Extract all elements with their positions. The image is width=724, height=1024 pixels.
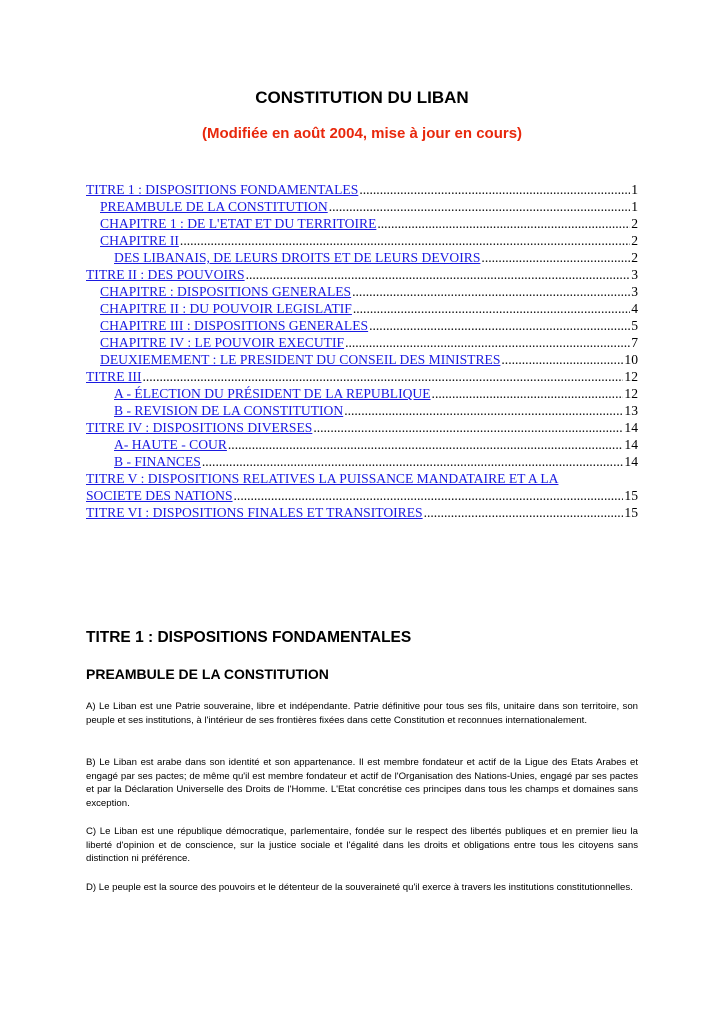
paragraph-a: A) Le Liban est une Patrie souveraine, libre et indépendante. Patrie définitive pour tous ses fils, unitaire dans son territoire, son peuple et ses institutions, à l'intérieur de ses frontières fixées dans cette Constitution et reconnues internationalement. (86, 701, 638, 726)
toc-entry (86, 470, 638, 504)
toc-page-number: 5 (631, 318, 638, 333)
toc-leader (377, 215, 630, 232)
toc-entry (86, 300, 638, 317)
toc-leader (202, 453, 624, 470)
toc-entry (86, 419, 638, 436)
toc-page-number: 14 (624, 454, 638, 469)
toc-link[interactable]: CHAPITRE III : DISPOSITIONS GENERALES (100, 318, 369, 333)
toc-link[interactable]: TITRE 1 : DISPOSITIONS FONDAMENTALES (86, 182, 359, 197)
document-title: CONSTITUTION DU LIBAN (255, 88, 469, 107)
toc-entry (86, 232, 638, 249)
toc-leader (142, 368, 623, 385)
document-subtitle: (Modifiée en août 2004, mise à jour en cours) (201, 125, 523, 142)
toc-link[interactable]: SOCIETE DES NATIONS (86, 488, 233, 503)
toc-page-number: 15 (624, 505, 638, 520)
toc-link[interactable]: CHAPITRE II (100, 233, 179, 248)
toc-leader (228, 436, 624, 453)
toc-page-number: 1 (631, 199, 638, 214)
toc-entry (86, 334, 638, 351)
toc-entry (86, 181, 638, 198)
toc-entry (86, 436, 638, 453)
toc-link[interactable]: B - REVISION DE LA CONSTITUTION (114, 403, 344, 418)
toc-entry (86, 215, 638, 232)
toc-entry (86, 402, 638, 419)
toc-entry (86, 385, 638, 402)
toc-leader (345, 334, 630, 351)
toc-link[interactable]: TITRE II : DES POUVOIRS (86, 267, 245, 282)
toc-link[interactable]: B - FINANCES (114, 454, 201, 469)
toc-page-number: 3 (631, 284, 638, 299)
toc-leader (234, 487, 624, 504)
toc-leader (246, 266, 631, 283)
toc-link[interactable]: DEUXIEMEMENT : LE PRESIDENT DU CONSEIL DES MINISTRES (100, 352, 501, 367)
section-heading: TITRE 1 : DISPOSITIONS FONDAMENTALES (86, 629, 412, 646)
toc-leader (329, 198, 631, 215)
toc-entry (86, 317, 638, 334)
toc-entry (86, 368, 638, 385)
toc-leader (180, 232, 630, 249)
toc-link[interactable]: CHAPITRE : DISPOSITIONS GENERALES (100, 284, 352, 299)
toc-page-number: 14 (624, 437, 638, 452)
toc-leader (352, 283, 630, 300)
paragraph-b: B) Le Liban est arabe dans son identité et son appartenance. Il est membre fondateur et actif de la Ligue des Etats Arabes et engagé par ses pactes; de même qu'il est membre fondateur et actif de l'Organisation des Nations-Unies, engagé par ses pactes et par la Déclaration Universelle des Droits de l'Homme. L'Etat concrétise ces principes dans tous les champs et domaines sans exception. (86, 757, 638, 809)
toc-page-number: 15 (624, 488, 638, 503)
toc-link[interactable]: CHAPITRE 1 : DE L'ETAT ET DU TERRITOIRE (100, 216, 377, 231)
toc-entry (86, 453, 638, 470)
toc-link[interactable]: DES LIBANAIS, DE LEURS DROITS ET DE LEURS DEVOIRS (114, 250, 481, 265)
toc-page-number: 1 (631, 182, 638, 197)
toc-entry (86, 249, 638, 266)
toc-entry (86, 504, 638, 521)
table-of-contents (86, 181, 638, 521)
toc-leader (353, 300, 630, 317)
toc-link[interactable]: TITRE VI : DISPOSITIONS FINALES ET TRANSITOIRES (86, 505, 423, 520)
toc-leader (344, 402, 623, 419)
toc-link[interactable]: TITRE III (86, 369, 142, 384)
toc-leader (481, 249, 630, 266)
toc-link[interactable]: TITRE IV : DISPOSITIONS DIVERSES (86, 420, 313, 435)
toc-page-number: 13 (624, 403, 638, 418)
toc-link[interactable]: TITRE V : DISPOSITIONS RELATIVES LA PUISSANCE MANDATAIRE ET A LA (86, 471, 559, 486)
toc-page-number: 3 (631, 267, 638, 282)
toc-entry (86, 283, 638, 300)
paragraph-d: D) Le peuple est la source des pouvoirs et le détenteur de la souveraineté qu'il exerce à travers les institutions constitutionnelles. (86, 882, 633, 893)
toc-link[interactable]: PREAMBULE DE LA CONSTITUTION (100, 199, 328, 214)
toc-page-number: 4 (631, 301, 638, 316)
toc-leader (359, 181, 630, 198)
toc-page-number: 10 (624, 352, 638, 367)
toc-entry (86, 351, 638, 368)
toc-link[interactable]: A - ÉLECTION DU PRÉSIDENT DE LA REPUBLIQUE (114, 386, 431, 401)
toc-page-number: 2 (631, 250, 638, 265)
toc-page-number: 14 (624, 420, 638, 435)
toc-page-number: 2 (631, 216, 638, 231)
toc-link[interactable]: A- HAUTE - COUR (114, 437, 227, 452)
toc-page-number: 2 (631, 233, 638, 248)
toc-page-number: 12 (624, 386, 638, 401)
toc-leader (369, 317, 630, 334)
toc-leader (501, 351, 623, 368)
toc-entry (86, 266, 638, 283)
section-subheading: PREAMBULE DE LA CONSTITUTION (86, 666, 329, 682)
toc-page-number: 7 (631, 335, 638, 350)
toc-link[interactable]: CHAPITRE IV : LE POUVOIR EXECUTIF (100, 335, 345, 350)
toc-link[interactable]: CHAPITRE II : DU POUVOIR LEGISLATIF (100, 301, 352, 316)
toc-leader (432, 385, 624, 402)
toc-page-number: 12 (624, 369, 638, 384)
toc-entry (86, 198, 638, 215)
paragraph-c: C) Le Liban est une république démocratique, parlementaire, fondée sur le respect des libertés publiques et en premier lieu la liberté d'opinion et de conscience, sur la justice sociale et l'égalité dans les droits et obligations entre tous les citoyens sans distinction ni préférence. (86, 826, 638, 864)
toc-leader (313, 419, 623, 436)
toc-leader (424, 504, 624, 521)
